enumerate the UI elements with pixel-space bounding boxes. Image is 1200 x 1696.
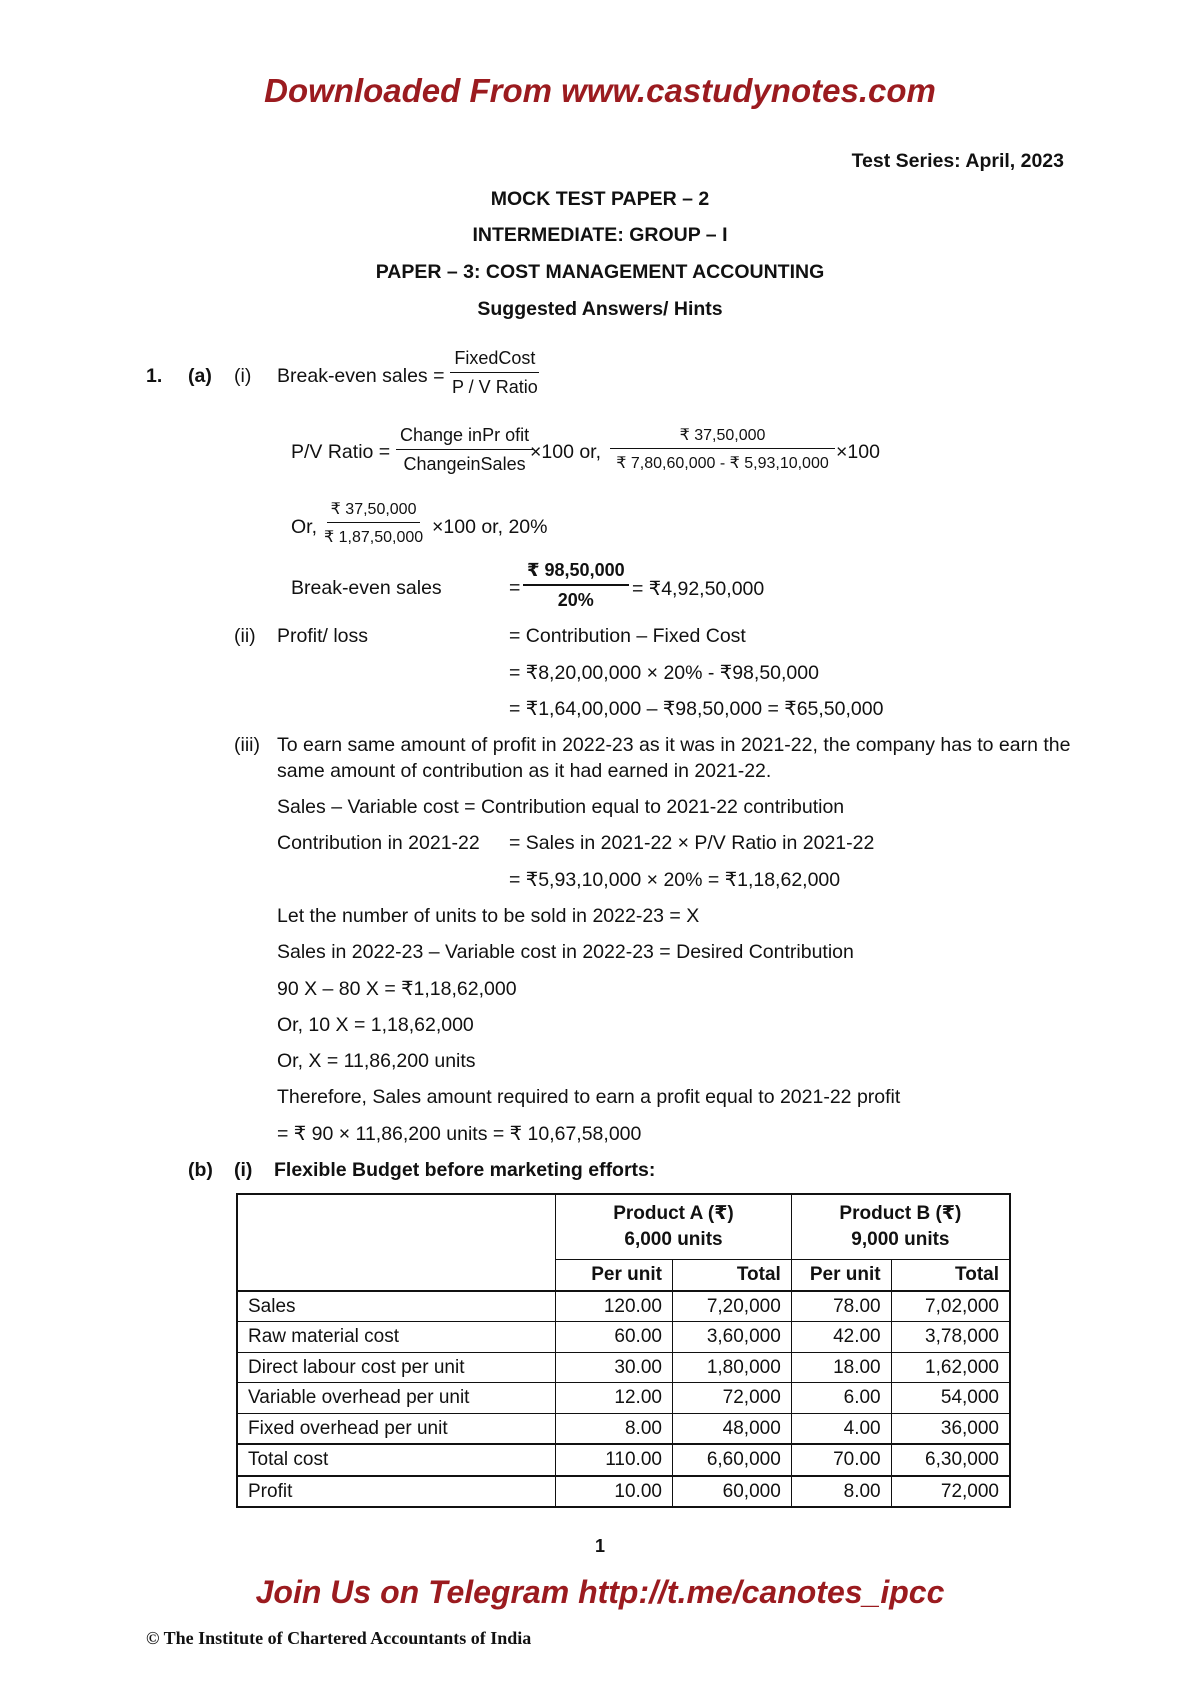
- profit-line-2: = ₹8,20,00,000 × 20% - ₹98,50,000: [509, 662, 819, 684]
- iii-line-5: Sales in 2022-23 – Variable cost in 2022-23 = Desired Contribution: [277, 941, 854, 963]
- product-a-header: [556, 1194, 792, 1260]
- subpart-ii-label: (ii): [234, 625, 256, 647]
- cell-b-total: 3,78,000: [891, 1322, 1010, 1353]
- copyright-notice: © The Institute of Chartered Accountants of India: [146, 1628, 532, 1648]
- iii-line-9: Therefore, Sales amount required to earn a profit equal to 2021-22 profit: [277, 1086, 901, 1108]
- profit-loss-text: Profit/ loss: [277, 625, 369, 647]
- row-label: Sales: [237, 1291, 556, 1322]
- answers-title: Suggested Answers/ Hints: [477, 298, 723, 320]
- table-row: [237, 1413, 1010, 1444]
- row-label: Raw material cost: [237, 1322, 556, 1353]
- cell-b-total: 7,02,000: [891, 1291, 1010, 1322]
- or-text: Or,: [291, 516, 318, 538]
- cell-a-unit: 30.00: [556, 1352, 673, 1383]
- cell-a-unit: 12.00: [556, 1383, 673, 1414]
- fraction-denominator: ChangeinSales: [403, 454, 526, 474]
- iii-line-8: Or, X = 11,86,200 units: [277, 1050, 476, 1072]
- iii-contribution-value: = Sales in 2021-22 × P/V Ratio in 2021-22: [509, 832, 875, 854]
- iii-line-1: Sales – Variable cost = Contribution equal to 2021-22 contribution: [277, 796, 845, 818]
- fraction-denominator: P / V Ratio: [452, 377, 538, 397]
- download-banner: Downloaded From www.castudynotes.com: [264, 72, 936, 109]
- cell-b-total: 36,000: [891, 1413, 1010, 1444]
- break-even-text: Break-even sales =: [277, 365, 445, 387]
- subject-title: PAPER – 3: COST MANAGEMENT ACCOUNTING: [375, 261, 825, 283]
- group-title: INTERMEDIATE: GROUP – I: [472, 224, 728, 246]
- row-label: Profit: [237, 1476, 556, 1508]
- question-number: 1.: [146, 365, 163, 387]
- iii-text-2: same amount of contribution as it had earned in 2021-22.: [277, 760, 772, 782]
- product-a-title: Product A (₹): [613, 1203, 734, 1224]
- iii-text-1: To earn same amount of profit in 2022-23 as it was in 2021-22, the company has to earn the: [277, 734, 1071, 756]
- product-b-header: [791, 1194, 1010, 1260]
- be-sales-eq: =: [509, 577, 521, 599]
- row-label: Fixed overhead per unit: [237, 1413, 556, 1444]
- iii-line-10: = ₹ 90 × 11,86,200 units = ₹ 10,67,58,000: [277, 1123, 642, 1145]
- subheader-a-total: Total: [672, 1260, 791, 1291]
- subpart-i-label: (i): [234, 365, 252, 387]
- paper-title: MOCK TEST PAPER – 2: [490, 188, 710, 210]
- cell-b-total: 1,62,000: [891, 1352, 1010, 1383]
- table-row: [237, 1383, 1010, 1414]
- iii-line-3: = ₹5,93,10,000 × 20% = ₹1,18,62,000: [509, 869, 841, 891]
- cell-a-total: 1,80,000: [672, 1352, 791, 1383]
- page-number: 1: [594, 1536, 605, 1556]
- cell-a-unit: 60.00: [556, 1322, 673, 1353]
- table-row: [237, 1444, 1010, 1476]
- row-label: Direct labour cost per unit: [237, 1352, 556, 1383]
- row-label: Variable overhead per unit: [237, 1383, 556, 1414]
- cell-a-total: 60,000: [672, 1476, 791, 1508]
- fraction-denominator: ₹ 7,80,60,000 - ₹ 5,93,10,000: [616, 455, 829, 472]
- fraction-denominator: 20%: [557, 590, 594, 610]
- table-row: [237, 1352, 1010, 1383]
- part-b-i-label: (i): [234, 1159, 253, 1181]
- pv-ratio-fraction-2: [610, 425, 835, 473]
- fraction-denominator: ₹ 1,87,50,000: [324, 529, 424, 546]
- pv-ratio-tail: ×100: [836, 441, 880, 463]
- subheader-b-per-unit: Per unit: [791, 1260, 891, 1291]
- profit-line-3: = ₹1,64,00,000 – ₹98,50,000 = ₹65,50,000: [509, 698, 884, 720]
- cell-b-unit: 78.00: [791, 1291, 891, 1322]
- table-row: [237, 1291, 1010, 1322]
- product-b-units: 9,000 units: [851, 1229, 950, 1250]
- fraction-numerator: Change inPr ofit: [396, 425, 533, 450]
- fraction-numerator: FixedCost: [450, 348, 539, 373]
- test-series: Test Series: April, 2023: [851, 150, 1064, 172]
- flexible-budget-table: [236, 1193, 1011, 1508]
- cell-b-unit: 42.00: [791, 1322, 891, 1353]
- subheader-b-total: Total: [891, 1260, 1010, 1291]
- telegram-banner: Join Us on Telegram http://t.me/canotes_ipcc: [255, 1574, 945, 1610]
- cell-a-total: 3,60,000: [672, 1322, 791, 1353]
- part-a-label: (a): [188, 365, 212, 387]
- be-sales-fraction: [523, 560, 629, 611]
- or-tail: ×100 or, 20%: [432, 516, 548, 538]
- cell-b-total: 54,000: [891, 1383, 1010, 1414]
- iii-contribution-label: Contribution in 2021-22: [277, 832, 480, 854]
- cell-a-unit: 8.00: [556, 1413, 673, 1444]
- cell-a-total: 7,20,000: [672, 1291, 791, 1322]
- product-a-units: 6,000 units: [624, 1229, 723, 1250]
- break-even-fraction: [448, 348, 542, 398]
- profit-line-1: = Contribution – Fixed Cost: [509, 625, 746, 647]
- cell-a-total: 48,000: [672, 1413, 791, 1444]
- cell-b-unit: 70.00: [791, 1444, 891, 1476]
- cell-a-unit: 10.00: [556, 1476, 673, 1508]
- or-fraction: [320, 499, 427, 547]
- table-header-row: [237, 1194, 1010, 1260]
- cell-b-unit: 8.00: [791, 1476, 891, 1508]
- cell-a-total: 6,60,000: [672, 1444, 791, 1476]
- be-sales-result: = ₹4,92,50,000: [632, 578, 765, 600]
- subheader-a-per-unit: Per unit: [556, 1260, 673, 1291]
- iii-line-7: Or, 10 X = 1,18,62,000: [277, 1014, 474, 1036]
- fraction-numerator: ₹ 98,50,000: [523, 560, 629, 586]
- row-label: Total cost: [237, 1444, 556, 1476]
- cell-b-total: 6,30,000: [891, 1444, 1010, 1476]
- cell-a-unit: 120.00: [556, 1291, 673, 1322]
- part-b-label: (b): [188, 1159, 213, 1181]
- fraction-numerator: ₹ 37,50,000: [327, 499, 421, 523]
- cell-b-unit: 4.00: [791, 1413, 891, 1444]
- pv-ratio-text: P/V Ratio =: [291, 441, 391, 463]
- subpart-iii-label: (iii): [234, 734, 260, 756]
- table-corner-cell: [237, 1194, 556, 1291]
- table-row: [237, 1322, 1010, 1353]
- pv-ratio-mid: ×100 or,: [530, 441, 602, 463]
- pv-ratio-fraction: [396, 425, 533, 475]
- product-b-title: Product B (₹): [839, 1203, 962, 1224]
- cell-b-unit: 6.00: [791, 1383, 891, 1414]
- cell-a-total: 72,000: [672, 1383, 791, 1414]
- fraction-numerator: ₹ 37,50,000: [610, 425, 835, 449]
- iii-line-6: 90 X – 80 X = ₹1,18,62,000: [277, 978, 517, 1000]
- cell-b-total: 72,000: [891, 1476, 1010, 1508]
- cell-b-unit: 18.00: [791, 1352, 891, 1383]
- be-sales-label: Break-even sales: [291, 577, 442, 599]
- flexible-budget-heading: Flexible Budget before marketing efforts:: [274, 1159, 656, 1181]
- iii-line-4: Let the number of units to be sold in 2022-23 = X: [277, 905, 700, 927]
- cell-a-unit: 110.00: [556, 1444, 673, 1476]
- table-row: [237, 1476, 1010, 1508]
